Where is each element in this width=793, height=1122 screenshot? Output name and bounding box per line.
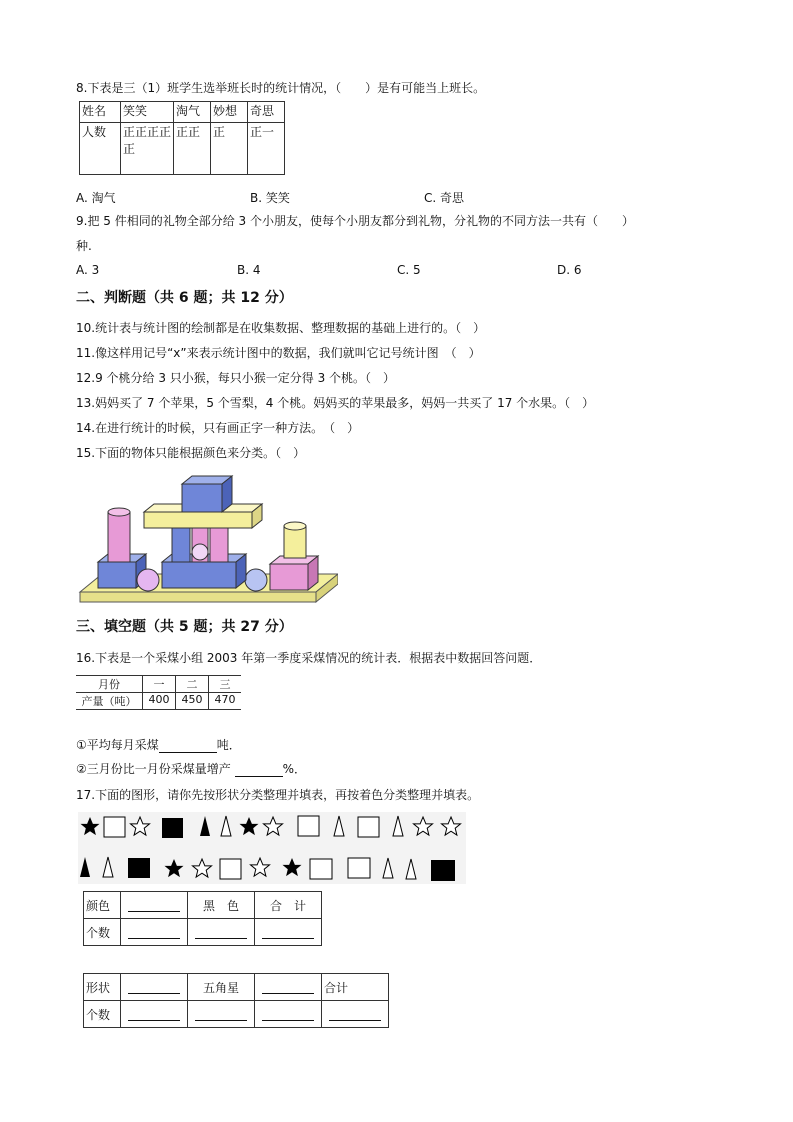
white-star-icon: [264, 817, 283, 835]
q16-answer-blank-2[interactable]: [235, 764, 283, 777]
q17-t1-cell: 黑 色: [188, 892, 255, 919]
judge-q13: 13.妈妈买了 7 个苹果，5 个雪梨，4 个桃。妈妈买的苹果最多，妈妈一共买了 17 个水果。（ ）: [76, 396, 595, 410]
q8-header: 笑笑: [121, 102, 174, 123]
q16-header: 一: [143, 676, 176, 693]
q9-option-b[interactable]: B. 4: [237, 263, 261, 277]
q17-shape-table: [83, 973, 389, 1028]
q17-t2-cell: 五角星: [188, 974, 255, 1001]
q16-value: 470: [209, 693, 242, 710]
white-triangle-icon: [334, 816, 344, 836]
q16-header: 二: [176, 676, 209, 693]
black-star-icon: [283, 858, 302, 876]
white-star-icon: [442, 817, 461, 835]
white-square-icon: [298, 816, 319, 836]
black-square-icon: [431, 860, 455, 881]
q9-option-c[interactable]: C. 5: [397, 263, 421, 277]
q8-header: 淘气: [174, 102, 211, 123]
q17-t2-blank[interactable]: [121, 974, 188, 1001]
white-square-icon: [358, 817, 379, 837]
q17-t1-cell: 颜色: [84, 892, 121, 919]
shapes-panel: [78, 812, 466, 884]
q9-option-d[interactable]: D. 6: [557, 263, 582, 277]
white-triangle-icon: [393, 816, 403, 836]
white-star-icon: [131, 817, 150, 835]
white-triangle-icon: [406, 859, 416, 879]
shapes-figure: [78, 812, 466, 884]
q8-count-xiaoxiao: 正正正正 正: [121, 123, 174, 175]
q8-option-a[interactable]: A. 淘气: [76, 191, 116, 205]
q16-header: 三: [209, 676, 242, 693]
q9-text-line2: 种.: [76, 239, 92, 253]
q16-sub1: ①平均每月采煤 吨．: [76, 738, 241, 752]
section2-title: 二、判断题（共 6 题；共 12 分）: [76, 290, 293, 306]
q16-text: 16.下表是一个采煤小组 2003 年第一季度采煤情况的统计表．根据表中数据回答问题．: [76, 651, 542, 665]
q8-text: 8.下表是三（1）班学生选举班长时的统计情况，（ ）是有可能当上班长。: [76, 81, 486, 95]
q17-t1-blank[interactable]: [188, 919, 255, 946]
judge-q10: 10.统计表与统计图的绘制都是在收集数据、整理数据的基础上进行的。（ ）: [76, 321, 486, 335]
q17-t2-blank[interactable]: [188, 1001, 255, 1028]
q17-color-table: [83, 891, 322, 946]
black-triangle-icon: [200, 816, 210, 836]
white-square-icon: [348, 858, 370, 878]
section3-title: 三、填空题（共 5 题；共 27 分）: [76, 619, 293, 635]
q17-t2-blank[interactable]: [121, 1001, 188, 1028]
q8-option-c[interactable]: C. 奇思: [424, 191, 465, 205]
q17-t2-cell: 个数: [84, 1001, 121, 1028]
white-square-icon: [104, 817, 125, 837]
q17-t2-blank[interactable]: [255, 974, 322, 1001]
q9-option-a[interactable]: A. 3: [76, 263, 100, 277]
black-star-icon: [165, 859, 184, 877]
q16-table: [76, 675, 241, 710]
q16-answer-blank-1[interactable]: [159, 740, 217, 753]
q17-t2-cell: 形状: [84, 974, 121, 1001]
white-star-icon: [251, 858, 270, 876]
black-triangle-icon: [80, 857, 90, 877]
q17-t1-blank[interactable]: [121, 892, 188, 919]
q8-count-qisi: 正一: [248, 123, 285, 175]
q16-value: 450: [176, 693, 209, 710]
black-star-icon: [240, 817, 259, 835]
black-square-icon: [128, 858, 150, 878]
q17-t1-blank[interactable]: [121, 919, 188, 946]
q17-t1-cell: 个数: [84, 919, 121, 946]
black-star-icon: [81, 817, 100, 835]
q16-sub2: ②三月份比一月份采煤量增产 %．: [76, 762, 306, 776]
judge-q15: 15.下面的物体只能根据颜色来分类。（ ）: [76, 446, 306, 460]
black-square-icon: [162, 818, 183, 838]
q8-header: 姓名: [80, 102, 121, 123]
white-triangle-icon: [103, 857, 113, 877]
judge-q11: 11.像这样用记号“x”来表示统计图中的数据，我们就叫它记号统计图 （ ）: [76, 346, 481, 360]
q16-row-label: 产量（吨）: [76, 693, 143, 710]
q8-table: [79, 101, 285, 175]
white-star-icon: [414, 817, 433, 835]
q17-t2-cell: 合计: [322, 974, 389, 1001]
judge-q14: 14.在进行统计的时候，只有画正字一种方法。 （ ）: [76, 421, 360, 435]
q17-t2-blank[interactable]: [255, 1001, 322, 1028]
judge-q12: 12.9 个桃分给 3 只小猴，每只小猴一定分得 3 个桃。（ ）: [76, 371, 396, 385]
q17-t1-cell: 合 计: [255, 892, 322, 919]
q17-t2-blank[interactable]: [322, 1001, 389, 1028]
white-square-icon: [220, 859, 241, 879]
white-triangle-icon: [383, 858, 393, 878]
q8-count-taoqi: 正正: [174, 123, 211, 175]
white-square-icon: [310, 859, 332, 879]
q8-header: 奇思: [248, 102, 285, 123]
q16-value: 400: [143, 693, 176, 710]
q8-option-b[interactable]: B. 笑笑: [250, 191, 290, 205]
q8-count-miaoxiang: 正: [211, 123, 248, 175]
q9-text-line1: 9.把 5 件相同的礼物全部分给 3 个小朋友，使每个小朋友都分到礼物，分礼物的不同方法一共有（ ）: [76, 214, 634, 228]
white-triangle-icon: [221, 816, 231, 836]
q8-header: 妙想: [211, 102, 248, 123]
blocks-illustration: [76, 470, 338, 604]
q17-text: 17.下面的图形，请你先按形状分类整理并填表，再按着色分类整理并填表。: [76, 788, 480, 802]
q8-row-label: 人数: [80, 123, 121, 175]
q17-t1-blank[interactable]: [255, 919, 322, 946]
white-star-icon: [193, 859, 212, 877]
q16-header: 月份: [76, 676, 143, 693]
